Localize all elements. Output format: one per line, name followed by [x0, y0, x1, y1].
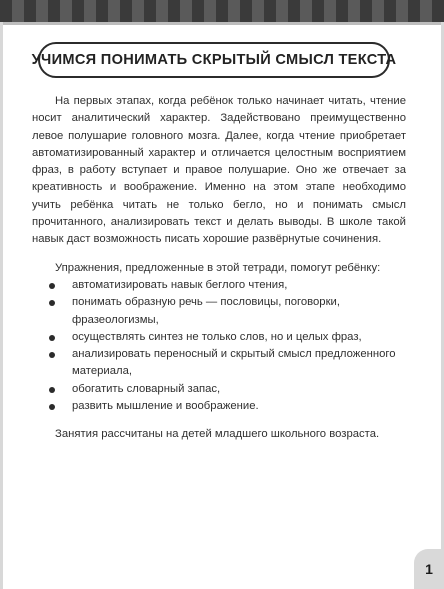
intro-paragraph: На первых этапах, когда ребёнок только начинает читать, чтение носит аналитический характер. Задействовано преимущественно левое полушарие головного мозга. Далее, когда чтение приобретает автоматизированный характер и отличается целостным восприятием фраз, в работу вступает и правое полушарие. Оно же отвечает за креативность и воображение. Именно на этом этапе необходимо учить ребёнка читать не только бегло, но и понимать смысл прочитанного, анализировать текст и делать выводы. В школе такой навык даст возможность писать хорошие развёрнутые сочинения.: [32, 95, 406, 246]
left-edge-strip: [0, 22, 3, 589]
list-item: автоматизировать навык беглого чтения,: [72, 277, 406, 294]
page-title: УЧИМСЯ ПОНИМАТЬ СКРЫТЫЙ СМЫСЛ ТЕКСТА: [31, 52, 397, 68]
decorative-top-border: [0, 0, 444, 22]
list-item: обогатить словарный запас,: [72, 381, 406, 398]
body-text: [32, 93, 406, 444]
list-item: анализировать переносный и скрытый смысл предложенного материала,: [72, 346, 406, 381]
list-item: понимать образную речь — пословицы, поговорки, фразеологизмы,: [72, 294, 406, 329]
page-number: 1: [425, 561, 433, 577]
list-intro: Упражнения, предложенные в этой тетради, помогут ребёнку:: [55, 261, 381, 274]
bullet-list: [32, 277, 406, 415]
list-item: развить мышление и воображение.: [72, 398, 406, 415]
closing-paragraph: Занятия рассчитаны на детей младшего школьного возраста.: [55, 428, 380, 441]
title-frame: [31, 42, 397, 78]
page-number-tab: [414, 549, 444, 589]
list-item: осуществлять синтез не только слов, но и целых фраз,: [72, 329, 406, 346]
